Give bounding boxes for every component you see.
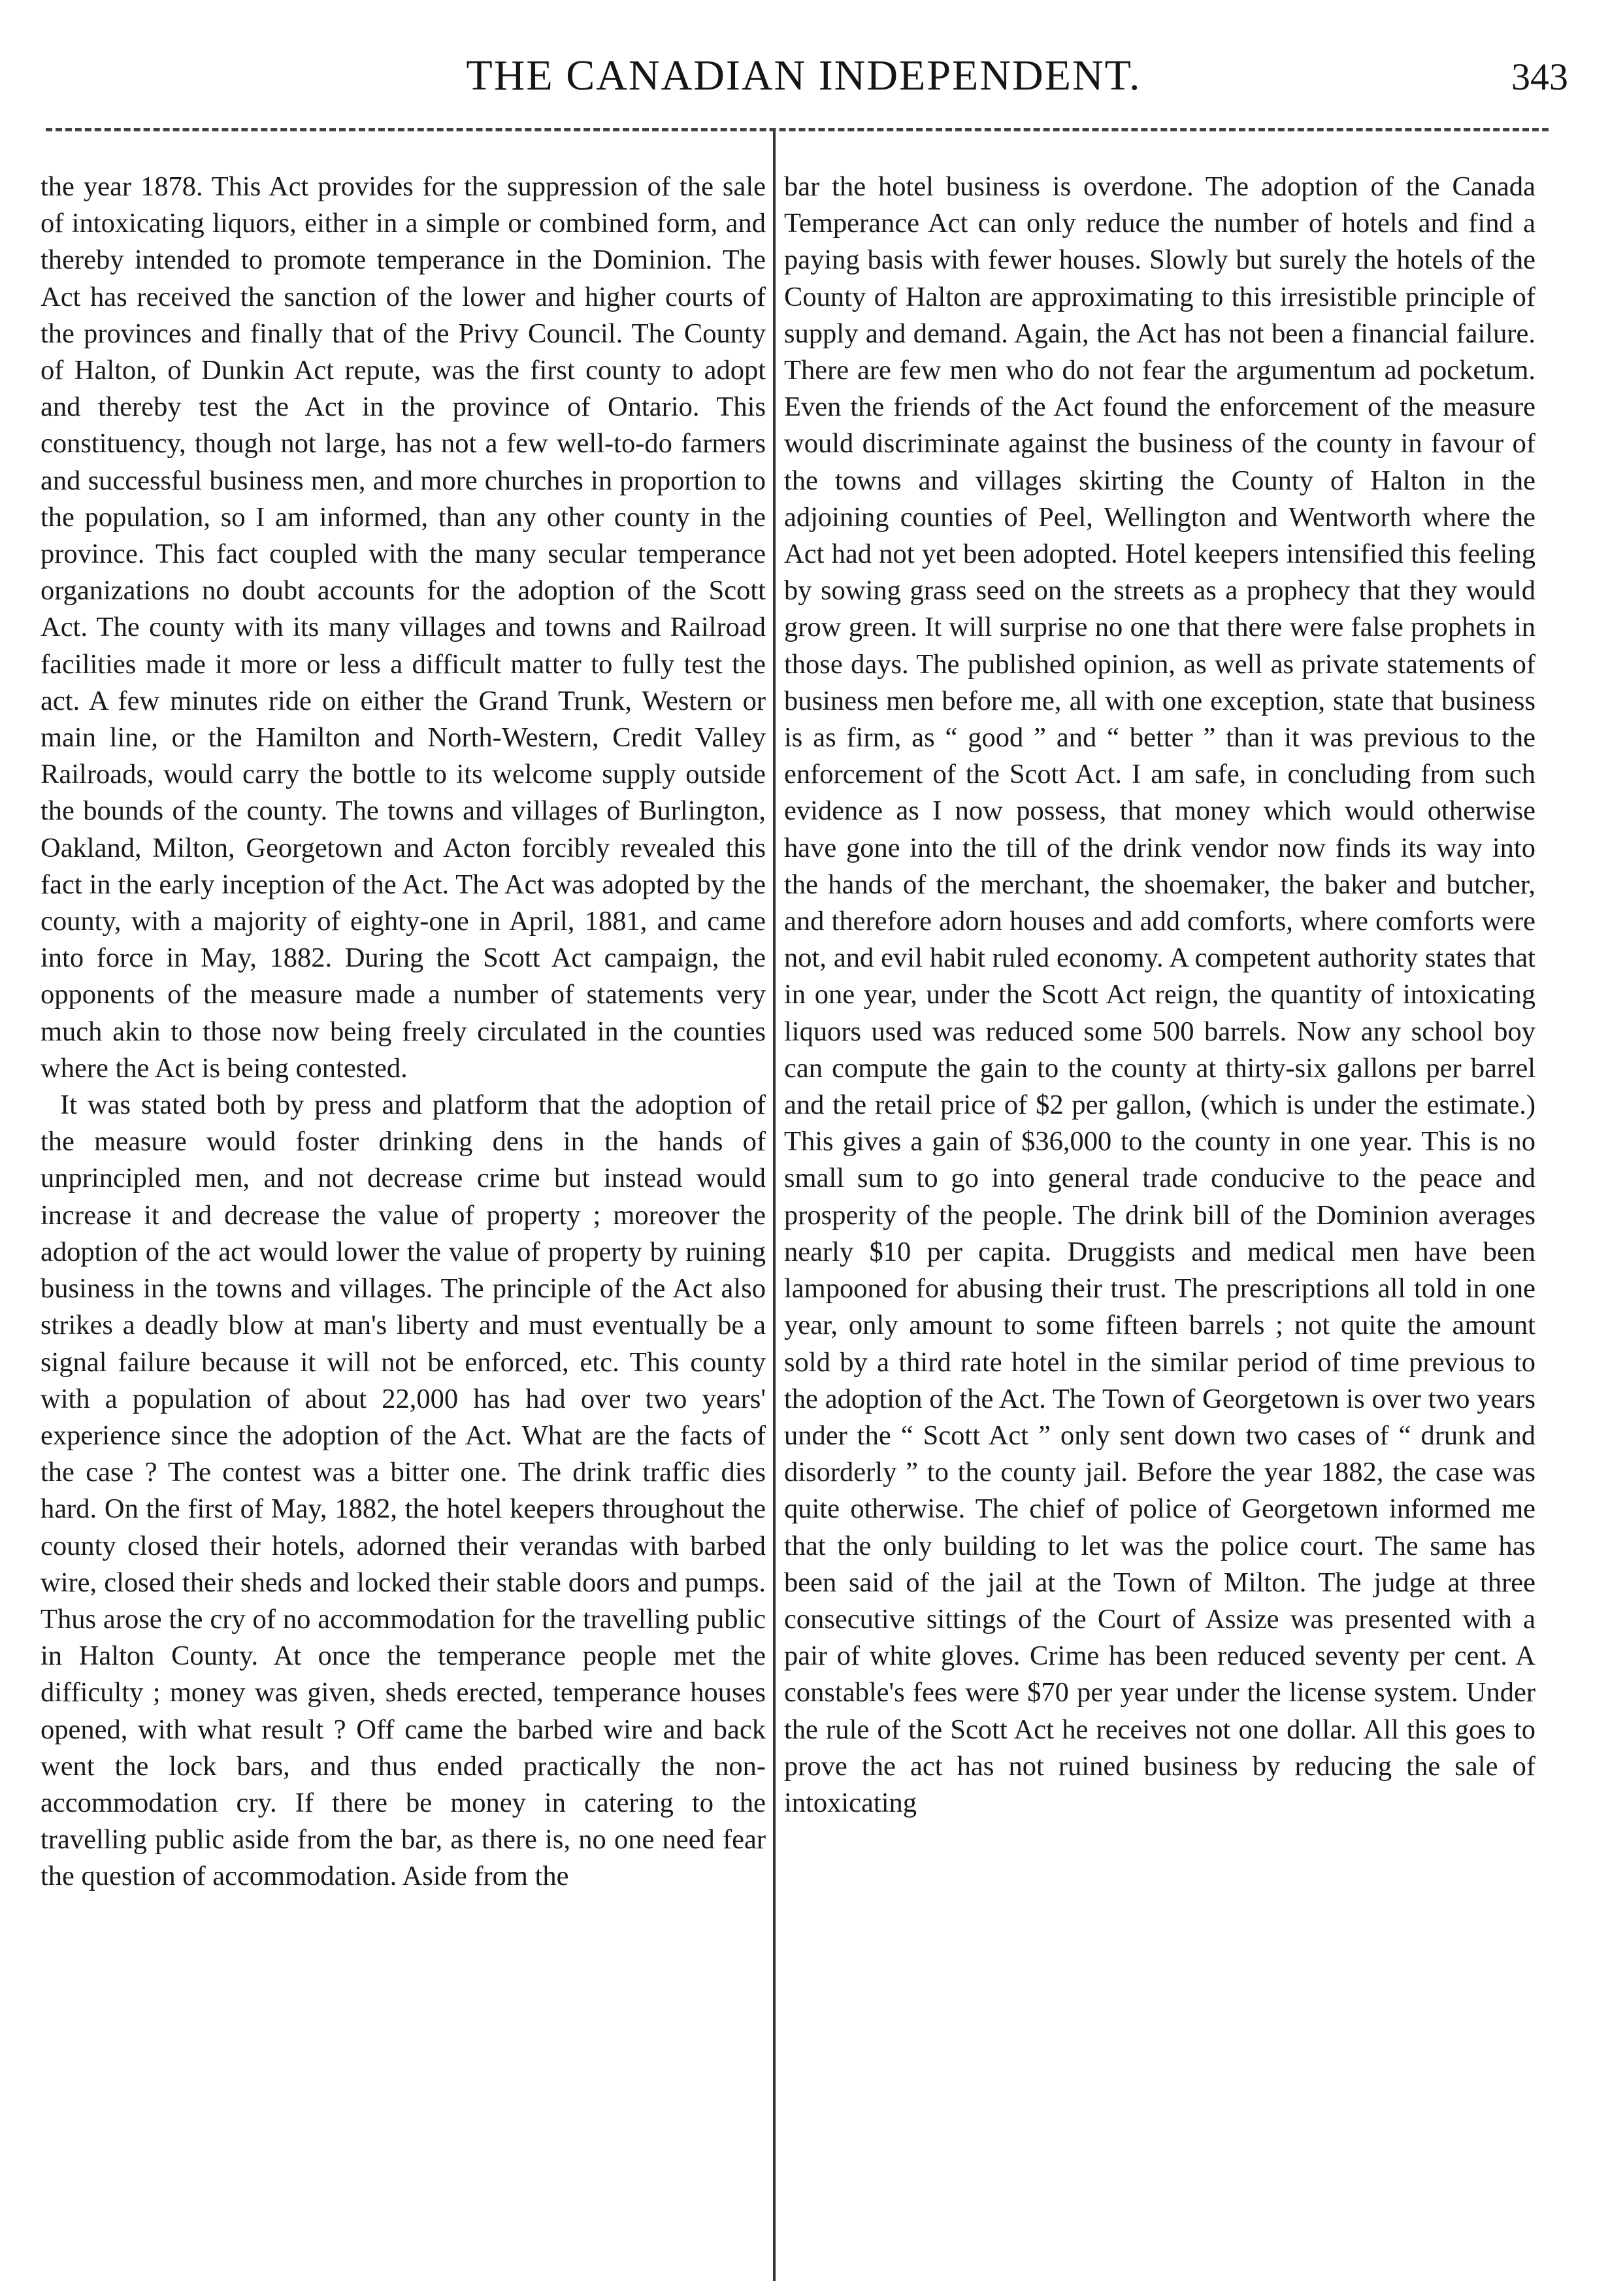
left-paragraph-2: It was stated both by press and platform that the adoption of the measure would foster drinking dens in the hands of unprincipled men, and not decrease crime but instead would increase it and decrease the value of property ; moreover the adoption of the act would lower the value of property by ruining business in the towns and villages. The principle of the Act also strikes a deadly blow at man's liberty and must eventually be a signal failure because it will not be enforced, etc. This county with a population of about 22,000 has had over two years' experience since the adoption of the Act. What are the facts of the case ? The contest was a bitter one. The drink traffic dies hard. On the first of May, 1882, the hotel keepers throughout the county closed their hotels, adorned their verandas with barbed wire, closed their sheds and locked their stable doors and pumps. Thus arose the cry of no accommodation for the travelling public in Halton County. At once the temperance people met the difficulty ; money was given, sheds erected, temperance houses opened, with what result ? Off came the barbed wire and back went the lock bars, and thus ended practically the non-accommodation cry. If there be money in catering to the travelling public aside from the bar, as there is, no one need fear the question of accommodation. Aside from the	[41, 1090, 766, 1892]
header-rule	[46, 128, 1549, 131]
page-header	[39, 25, 1568, 116]
right-paragraph-1: bar the hotel business is overdone. The adoption of the Canada Temperance Act can only reduce the number of hotels and find a paying basis with fewer houses. Slowly but surely the hotels of the County of Halton are approximating to this irresistible principle of supply and demand. Again, the Act has not been a financial failure. There are few men who do not fear the argumentum ad pocketum. Even the friends of the Act found the enforcement of the measure would discriminate against the business of the county in favour of the towns and villages skirting the County of Halton in the adjoining counties of Peel, Wellington and Wentworth where the Act had not yet been adopted. Hotel keepers intensified this feeling by sowing grass seed on the streets as a prophecy that they would grow green. It will surprise no one that there were false prophets in those days. The published opinion, as well as private statements of business men before me, all with one exception, state that business is as firm, as “ good ” and “ better ” than it was previous to the enforcement of the Scott Act. I am safe, in concluding from such evidence as I now possess, that money which would otherwise have gone into the till of the drink vendor now finds its way into the hands of the merchant, the shoemaker, the baker and butcher, and therefore adorn houses and add comforts, where comforts were not, and evil habit ruled economy. A competent authority states that in one year, under the Scott Act reign, the quantity of intoxicating liquors used was reduced some 500 barrels. Now any school boy can compute the gain to the county at thirty-six gallons per barrel and the retail price of $2 per gallon, (which is under the estimate.) This gives a gain of $36,000 to the county in one year. This is no small sum to go into general trade conducive to the peace and prosperity of the people. The drink bill of the Dominion averages nearly $10 per capita. Druggists and medical men have been lampooned for abusing their trust. The prescriptions all told in one year, only amount to some fifteen barrels ; not quite the amount sold by a third rate hotel in the similar period of time previous to the adoption of the Act. The Town of Georgetown is over two years under the “ Scott Act ” only sent down two cases of “ drunk and disorderly ” to the county jail. Before the year 1882, the case was quite otherwise. The chief of police of Georgetown informed me that the only building to let was the police court. The same has been said of the jail at the Town of Milton. The judge at three consecutive sittings of the Court of Assize was presented with a pair of white gloves. Crime has been reduced seventy per cent. A constable's fees were $70 per year under the license system. Under the rule of the Scott Act he receives not one dollar. All this goes to prove the act has not ruined business by reducing the sale of intoxicating	[784, 171, 1535, 1818]
page-number: 343	[1511, 56, 1568, 98]
left-paragraph-1: the year 1878. This Act provides for the suppression of the sale of intoxicating liquors, either in a simple or combined form, and thereby intended to promote temperance in the Dominion. The Act has received the sanction of the lower and higher courts of the provinces and finally that of the Privy Council. The County of Halton, of Dunkin Act repute, was the first county to adopt and thereby test the Act in the province of Ontario. This constituency, though not large, has not a few well-to-do farmers and successful business men, and more churches in proportion to the population, so I am informed, than any other county in the province. This fact coupled with the many secular temperance organizations no doubt accounts for the adoption of the Scott Act. The county with its many villages and towns and Railroad facilities made it more or less a difficult matter to fully test the act. A few minutes ride on either the Grand Trunk, Western or main line, or the Hamilton and North-Western, Credit Valley Railroads, would carry the bottle to its welcome supply outside the bounds of the county. The towns and villages of Burlington, Oakland, Milton, Georgetown and Acton forcibly revealed this fact in the early inception of the Act. The Act was adopted by the county, with a majority of eighty-one in April, 1881, and came into force in May, 1882. During the Scott Act campaign, the opponents of the measure made a number of statements very much akin to those now being freely circulated in the counties where the Act is being contested.	[41, 171, 766, 1084]
journal-title: THE CANADIAN INDEPENDENT.	[466, 52, 1141, 99]
column-divider	[773, 131, 776, 2281]
right-column	[784, 169, 1535, 2286]
left-column	[41, 169, 766, 2286]
